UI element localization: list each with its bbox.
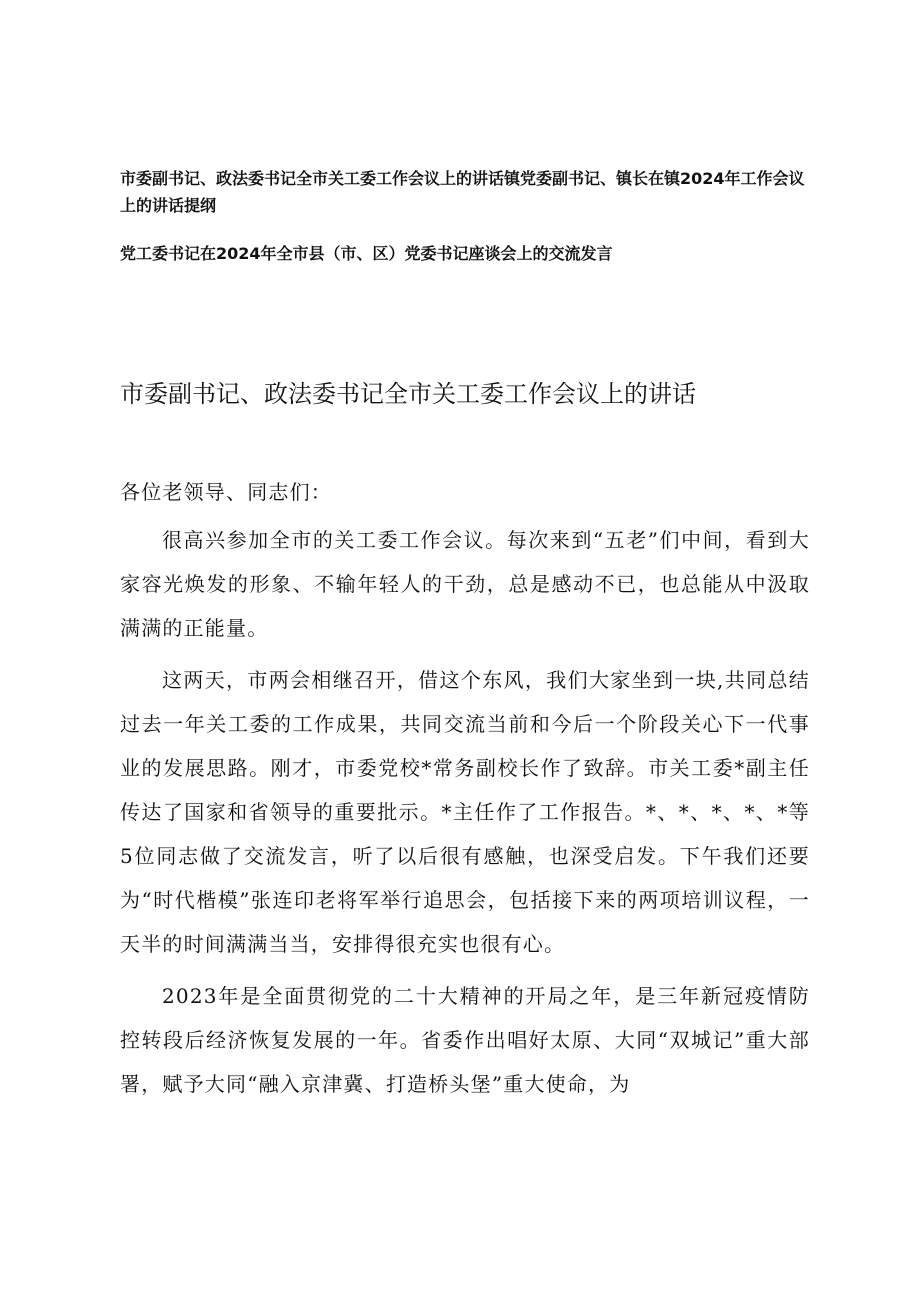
toc-entry[interactable]: 党工委书记在2024年全市县（市、区）党委书记座谈会上的交流发言: [120, 244, 613, 263]
toc-entry[interactable]: 市委副书记、政法委书记全市关工委工作会议上的讲话镇党委副书记、镇长在镇2024年工作会议上的讲话提纲: [120, 169, 805, 215]
salutation: 各位老领导、同志们：: [120, 480, 332, 504]
body-paragraph: 很高兴参加全市的关工委工作会议。每次来到“五老”们中间，看到大家容光焕发的形象、不输年轻人的干劲，总是感动不已，也总能从中汲取满满的正能量。: [120, 528, 810, 640]
article-title: 市委副书记、政法委书记全市关工委工作会议上的讲话: [120, 380, 696, 408]
body-paragraph: 2023年是全面贯彻党的二十大精神的开局之年，是三年新冠疫情防控转段后经济恢复发展的一年。省委作出唱好太原、大同“双城记”重大部署，赋予大同“融入京津冀、打造桥头堡”重大使命，为: [120, 984, 810, 1096]
body-paragraph: 这两天，市两会相继召开，借这个东风，我们大家坐到一块,共同总结过去一年关工委的工作成果，共同交流当前和今后一个阶段关心下一代事业的发展思路。刚才，市委党校*常务副校长作了致辞。市关工委*副主任传达了国家和省领导的重要批示。*主任作了工作报告。*、*、*、*、*等5位同志做了交流发言，听了以后很有感触，也深受启发。下午我们还要为“时代楷模”张连印老将军举行追思会，包括接下来的两项培训议程，一天半的时间满满当当，安排得很充实也很有心。: [120, 668, 810, 956]
article-body: [120, 470, 810, 1114]
table-of-contents: [120, 165, 820, 288]
